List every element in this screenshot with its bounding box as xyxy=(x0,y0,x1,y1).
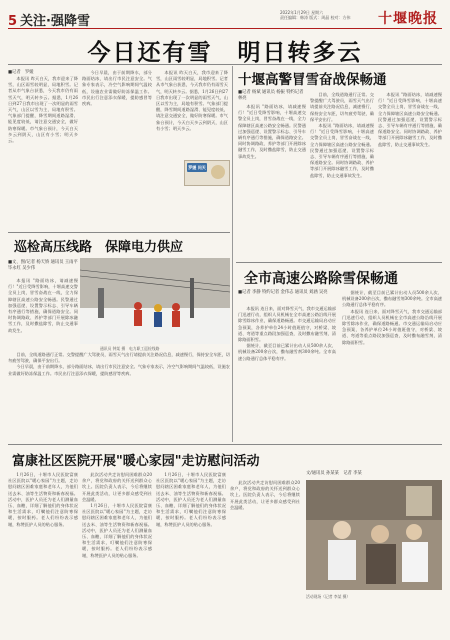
date-line xyxy=(280,10,351,20)
column-divider xyxy=(232,66,233,442)
header-rule xyxy=(8,28,442,29)
main-article-body-2: 今日早晨，由于前期降水，部分路面结冰，请出行市民注意安全。气象专家表示，冷空气影响期间气温较低，设施农业需做好防冻保温工作。市民出行注意添衣保暖，提防感冒等疾病。 xyxy=(82,70,152,107)
section-number: 5 xyxy=(8,14,18,29)
main-article-col1 xyxy=(8,76,78,230)
inspect-lower-body-2: 今日早晨，由于前期降水，部分路面结冰，请出行市民注意安全。气象专家表示，冷空气影响期间气温较低，设施农业需做好防冻保温工作。市民出行注意添衣保暖，提防感冒等疾病。 xyxy=(8,364,230,376)
highway-body-3: 据统计，截至目前已累计出动人员500余人次、机械设备200余台次，撒布融雪剂300余吨。全市高速公路通行总体平稳有序。 xyxy=(342,290,442,308)
highway-body-2: 据统计，截至目前已累计出动人员500余人次、机械设备200余台次，撒布融雪剂300余吨。全市高速公路通行总体平稳有序。 xyxy=(238,343,336,361)
weather-badge xyxy=(184,160,230,186)
newspaper-logo: 十堰晚报 xyxy=(378,11,438,27)
main-byline: ■记者 罗媛 xyxy=(8,70,34,75)
bottom-col2 xyxy=(82,472,152,634)
bottom-col4 xyxy=(230,480,300,634)
road-col3 xyxy=(378,92,442,256)
bottom-body-2b: 1月26日，十堰市人民医院富康社区医院以"暖心家园"为主题，走访慰问辖区困难家庭和老年人，为他们送去米、油等生活物资和新春祝福。活动中，医护人员还为老人们测量血压、血糖，详细了解他们的身体状况和生活需求，叮嘱他们注意防寒保暖，按时服药。老人们纷纷表示感谢，称赞医护人员的贴心服务。 xyxy=(82,503,152,558)
road-col1 xyxy=(238,104,306,256)
badge-label: 罗媛 问天 xyxy=(188,165,206,170)
bottom-col3 xyxy=(156,472,226,634)
road-body-2: 目前，全线道路通行正常。交警提醒广大驾驶员，雨雪天气出行请提前关注路况信息，减速慢行，保持安全车距，切勿疲劳驾驶，确保平安出行。 xyxy=(310,92,374,122)
main-article-col2 xyxy=(82,70,152,158)
road-body: 本报讯 "路面结冰，请减速慢行！"近日受降雪影响，十堰高速交警全员上岗，冒雪奋战在一线，全力保障辖区高速公路安全畅通。民警通过加强巡逻、设置警示标志、引导车辆有序通行等措施，确保道路安全。同时协调路政、养护等部门开展除冰融雪工作，及时撒盐除雪，防止交通事故发生。 xyxy=(238,104,306,159)
bottom-body: 1月26日，十堰市人民医院富康社区医院以"暖心家园"为主题，走访慰问辖区困难家庭和老年人，为他们送去米、油等生活物资和新春祝福。活动中，医护人员还为老人们测量血压、血糖，详细了解他们的身体状况和生活需求，叮嘱他们注意防寒保暖，按时服药。老人们纷纷表示感谢，称赞医护人员的贴心服务。 xyxy=(8,472,78,527)
main-article-col3 xyxy=(156,70,228,158)
main-article-body: 本报讯 昨天白天，我市迎来了降雪，山区雨雪较明显，局地积雪。记者从市气象台获悉，今天我市仍有雨雪天气，明天转多云。据悉，1月26日到27日我市出现了一次明显的雨雪天气，山区以雪为主，局地有积雪。气象部门提醒，降雪期间道路湿滑、能见度较低，请注意交通安全，做好防寒保暖。市气象台预计，今天白天多云到阴天，山区有小雪；明天多云。 xyxy=(8,76,78,144)
visit-photo-illustration xyxy=(306,480,442,590)
visit-photo xyxy=(306,480,442,590)
road-headline: 十堰高警冒雪奋战保畅通 xyxy=(238,72,387,88)
road-byline: ■记者 杨斌 通讯员 杨振 特约记者 林亮 xyxy=(238,90,304,101)
highway-headline: 全市高速公路除雪保畅通 xyxy=(244,271,398,287)
cartoon-icon xyxy=(211,165,225,179)
publish-date: 2022年1月29日 星期六 xyxy=(280,10,324,15)
inspect-body: 本报讯 "路面结冰，请减速慢行！"近日受降雪影响，十堰高速交警全员上岗，冒雪奋战在一线，全力保障辖区高速公路安全畅通。民警通过加强巡逻、设置警示标志、引导车辆有序通行等措施，确保道路安全。同时协调路政、养护等部门开展除冰融雪工作，及时撒盐除雪，防止交通事故发生。 xyxy=(8,278,78,333)
highway-body-4: 本报讯 连日来，面对降雪天气，我市交通运输部门迅速行动，组织人员机械在全市高速公路沿线开展除雪除冰作业，确保道路畅通。市交通运输局启动应急预案，各养护单位24小时值班值守，对桥梁、坡道、弯道等重点路段加强巡查，及时撒布融雪剂，清除路面积雪。 xyxy=(342,308,442,345)
bottom-col1 xyxy=(8,472,78,634)
inspect-lower-body: 目前，全线道路通行正常。交警提醒广大驾驶员，雨雪天气出行请提前关注路况信息，减速慢行，保持安全车距，切勿疲劳驾驶，确保平安出行。 xyxy=(8,352,230,364)
road-col2 xyxy=(310,92,374,256)
editor-credits: 责任编辑：韩涛 版式：周晶 校对：方伟 xyxy=(280,15,351,20)
headline-rule xyxy=(8,64,442,65)
highway-byline: ■记者 李静 特约记者 金伟志 通讯员 刘涵 吴亮 xyxy=(238,290,328,295)
bottom-body-2: 此次活动共走访慰问困难群众20余户，将党和政府的关怀送到群众心坎上。医院负责人表示，今后将继续开展此类活动，让更多群众感受到社会温暖。 xyxy=(82,472,152,502)
inspection-photo xyxy=(80,258,230,344)
highway-col2 xyxy=(342,290,442,440)
inspection-photo-caption: 通讯员 钟某 摄 电力职工巡检线路 xyxy=(100,346,160,351)
inspect-top-rule xyxy=(8,232,230,233)
bottom-headline: 富康社区医院开展"暖心家园"走访慰问活动 xyxy=(12,454,260,469)
section-title xyxy=(8,10,90,29)
highway-body: 本报讯 连日来，面对降雪天气，我市交通运输部门迅速行动，组织人员机械在全市高速公路沿线开展除雪除冰作业，确保道路畅通。市交通运输局启动应急预案，各养护单位24小时值班值守，对桥梁、坡道、弯道等重点路段加强巡查，及时撒布融雪剂，清除路面积雪。 xyxy=(238,306,336,343)
bottom-body-4: 此次活动共走访慰问困难群众20余户，将党和政府的关怀送到群众心坎上。医院负责人表示，今后将继续开展此类活动，让更多群众感受到社会温暖。 xyxy=(230,480,300,510)
highway-top-rule xyxy=(236,262,442,263)
road-body-2b: 本报讯 "路面结冰，请减速慢行！"近日受降雪影响，十堰高速交警全员上岗，冒雪奋战在一线，全力保障辖区高速公路安全畅通。民警通过加强巡逻、设置警示标志、引导车辆有序通行等措施，确保道路安全。同时协调路政、养护等部门开展除冰融雪工作，及时撒盐除雪，防止交通事故发生。 xyxy=(310,123,374,178)
section-name: 关注·强降雪 xyxy=(20,14,90,29)
inspect-headline: 巡检高压线路 保障电力供应 xyxy=(14,240,184,255)
bottom-body-3: 1月26日，十堰市人民医院富康社区医院以"暖心家园"为主题，走访慰问辖区困难家庭和老年人，为他们送去米、油等生活物资和新春祝福。活动中，医护人员还为老人们测量血压、血糖，详细了解他们的身体状况和生活需求，叮嘱他们注意防寒保暖，按时服药。老人们纷纷表示感谢，称赞医护人员的贴心服务。 xyxy=(156,472,226,527)
highway-col1 xyxy=(238,306,336,440)
main-article-body-3: 本报讯 昨天白天，我市迎来了降雪，山区雨雪较明显，局地积雪。记者从市气象台获悉，今天我市仍有雨雪天气，明天转多云。据悉，1月26日到27日我市出现了一次明显的雨雪天气，山区以雪为主，局地有积雪。气象部门提醒，降雪期间道路湿滑、能见度较低，请注意交通安全，做好防寒保暖。市气象台预计，今天白天多云到阴天，山区有小雪；明天多云。 xyxy=(156,70,228,131)
bottom-byline: 文/通讯员 孙某某 记者 李某 xyxy=(306,471,362,476)
inspect-lower-text xyxy=(8,352,230,424)
main-headline: 今日还有雪 明日转多云 xyxy=(87,40,363,66)
inspect-byline: ■文、图/记者 杨天娇 通讯员 王雨平 毕永红 吴少伟 xyxy=(8,260,78,271)
bottom-top-rule xyxy=(8,444,442,445)
road-body-3: 本报讯 "路面结冰，请减速慢行！"近日受降雪影响，十堰高速交警全员上岗，冒雪奋战在一线，全力保障辖区高速公路安全畅通。民警通过加强巡逻、设置警示标志、引导车辆有序通行等措施，确保道路安全。同时协调路政、养护等部门开展除冰融雪工作，及时撒盐除雪，防止交通事故发生。 xyxy=(378,92,442,147)
power-line-photo-illustration xyxy=(80,258,230,344)
visit-photo-caption: 活动现场（记者 李某 摄） xyxy=(306,594,351,599)
